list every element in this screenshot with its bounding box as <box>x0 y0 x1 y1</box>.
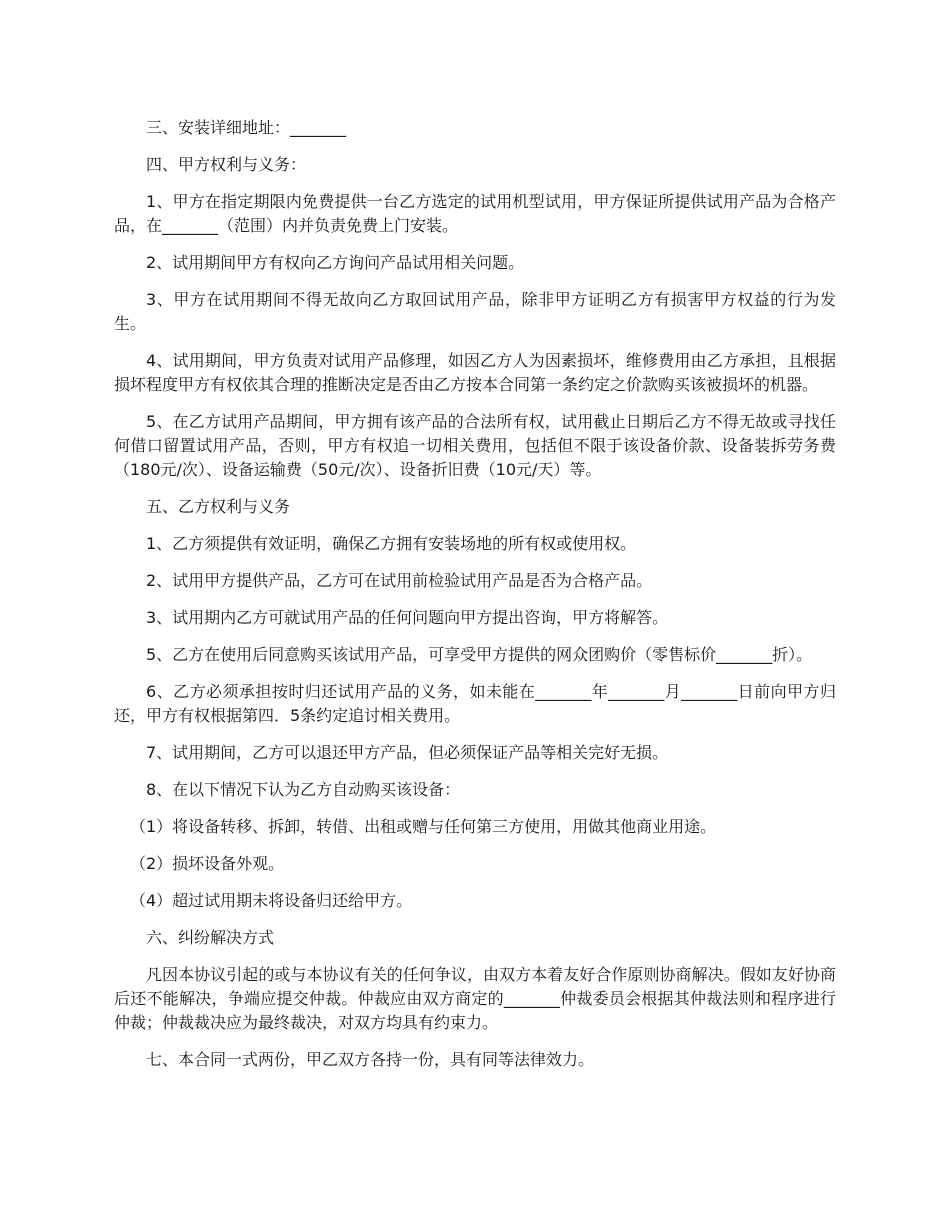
section-6-heading: 六、纠纷解决方式 <box>146 928 275 947</box>
clause-4-4: 4、试用期间，甲方负责对试用产品修理，如因乙方人为因素损坏，维修费用由乙方承担，且根据损坏程度甲方有权依其合理的推断决定是否由乙方按本合同第一条约定之价款购买该被损坏的机器。 <box>114 351 836 394</box>
clause-5-8-item-4: （4）超过试用期未将设备归还给甲方。 <box>130 891 413 910</box>
clause-5-5: 5、乙方在使用后同意购买该试用产品，可享受甲方提供的网众团购价（零售标价_______折）。 <box>146 645 813 664</box>
clause-5-8-item-2: （2）损坏设备外观。 <box>130 854 285 873</box>
section-4-heading: 四、甲方权利与义务： <box>146 155 307 174</box>
clause-5-8: 8、在以下情况下认为乙方自动购买该设备： <box>146 780 461 799</box>
section-3-install-address: 三、安装详细地址：_______ <box>146 118 347 137</box>
section-7-clause: 七、本合同一式两份，甲乙双方各持一份，具有同等法律效力。 <box>146 1050 595 1069</box>
clause-4-2: 2、试用期间甲方有权向乙方询问产品试用相关问题。 <box>146 253 525 272</box>
clause-4-5: 5、在乙方试用产品期间，甲方拥有该产品的合法所有权，试用截止日期后乙方不得无故或寻找任何借口留置试用产品，否则，甲方有权追一切相关费用，包括但不限于该设备价款、设备装拆劳务费（180元/次）、设备运输费（50元/次）、设备折旧费（10元/天）等。 <box>114 412 836 479</box>
clause-6-body: 凡因本协议引起的或与本协议有关的任何争议，由双方本着友好合作原则协商解决。假如友好协商后还不能解决，争端应提交仲裁。仲裁应由双方商定的_______仲裁委员会根据其仲裁法则和程序进行仲裁；仲裁裁决应为最终裁决，对双方均具有约束力。 <box>114 965 836 1032</box>
clause-5-1: 1、乙方须提供有效证明，确保乙方拥有安装场地的所有权或使用权。 <box>146 534 637 553</box>
clause-4-3: 3、甲方在试用期间不得无故向乙方取回试用产品，除非甲方证明乙方有损害甲方权益的行为发生。 <box>114 290 836 333</box>
section-5-heading: 五、乙方权利与义务 <box>146 497 291 516</box>
clause-5-8-item-1: （1）将设备转移、拆卸，转借、出租或赠与任何第三方使用，用做其他商业用途。 <box>130 817 717 836</box>
clause-5-6: 6、乙方必须承担按时归还试用产品的义务，如未能在_______年_______月_______日前向甲方归还，甲方有权根据第四．5条约定追讨相关费用。 <box>114 682 836 725</box>
clause-5-2: 2、试用甲方提供产品，乙方可在试用前检验试用产品是否为合格产品。 <box>146 571 653 590</box>
clause-5-7: 7、试用期间，乙方可以退还甲方产品，但必须保证产品等相关完好无损。 <box>146 743 669 762</box>
clause-4-1: 1、甲方在指定期限内免费提供一台乙方选定的试用机型试用，甲方保证所提供试用产品为合格产品，在_______（范围）内并负责免费上门安装。 <box>114 192 836 235</box>
clause-5-3: 3、试用期内乙方可就试用产品的任何问题向甲方提出咨询，甲方将解答。 <box>146 608 669 627</box>
